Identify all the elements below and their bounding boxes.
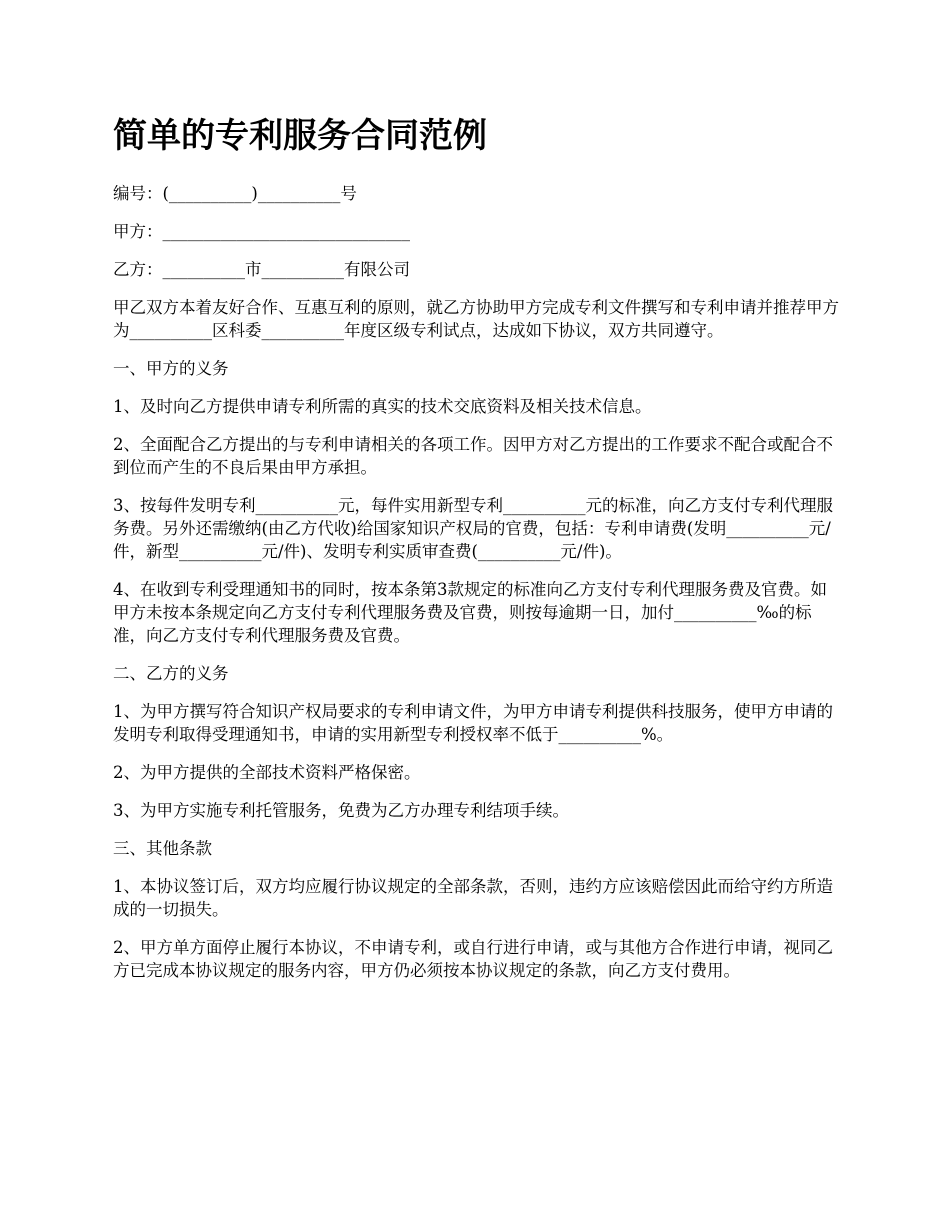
section-heading-party-b-obligations: 二、乙方的义务: [113, 664, 229, 683]
clause-paragraph: 1、本协议签订后，双方均应履行协议规定的全部条款，否则，违约方应该赔偿因此而给守约方所造成的一切损失。: [113, 877, 833, 919]
clause-paragraph: 3、按每件发明专利__________元，每件实用新型专利__________元的标准，向乙方支付专利代理服务费。另外还需缴纳(由乙方代收)给国家知识产权局的官费，包括：专利申请费(发明__________元/件，新型__________元/件)、发明专利实质审查费(__________元/件)。: [113, 496, 833, 561]
party-a-line: 甲方：______________________________: [113, 222, 410, 241]
clause-paragraph: 2、为甲方提供的全部技术资料严格保密。: [113, 763, 421, 782]
party-b-line: 乙方：__________市__________有限公司: [113, 260, 410, 279]
contract-number-line: 编号：(__________)__________号: [113, 184, 357, 203]
section-heading-party-a-obligations: 一、甲方的义务: [113, 359, 229, 378]
clause-paragraph: 3、为甲方实施专利托管服务，免费为乙方办理专利结项手续。: [113, 801, 569, 820]
clause-paragraph: 2、甲方单方面停止履行本协议，不申请专利，或自行进行申请，或与其他方合作进行申请，视同乙方已完成本协议规定的服务内容，甲方仍必须按本协议规定的条款，向乙方支付费用。: [113, 938, 833, 980]
document-title: 简单的专利服务合同范例: [113, 116, 487, 156]
intro-paragraph: 甲乙双方本着友好合作、互惠互利的原则，就乙方协助甲方完成专利文件撰写和专利申请并推荐甲方为__________区科委__________年度区级专利试点，达成如下协议，双方共同遵守。: [113, 298, 839, 340]
document-page: [113, 112, 843, 997]
clause-paragraph: 2、全面配合乙方提出的与专利申请相关的各项工作。因甲方对乙方提出的工作要求不配合或配合不到位而产生的不良后果由甲方承担。: [113, 435, 833, 477]
section-heading-other-terms: 三、其他条款: [113, 839, 212, 858]
clause-paragraph: 1、为甲方撰写符合知识产权局要求的专利申请文件，为甲方申请专利提供科技服务，使甲方申请的发明专利取得受理通知书，申请的实用新型专利授权率不低于__________%。: [113, 702, 833, 744]
clause-paragraph: 1、及时向乙方提供申请专利所需的真实的技术交底资料及相关技术信息。: [113, 397, 652, 416]
clause-paragraph: 4、在收到专利受理通知书的同时，按本条第3款规定的标准向乙方支付专利代理服务费及官费。如甲方未按本条规定向乙方支付专利代理服务费及官费，则按每逾期一日，加付__________‰的标准，向乙方支付专利代理服务费及官费。: [113, 580, 827, 645]
